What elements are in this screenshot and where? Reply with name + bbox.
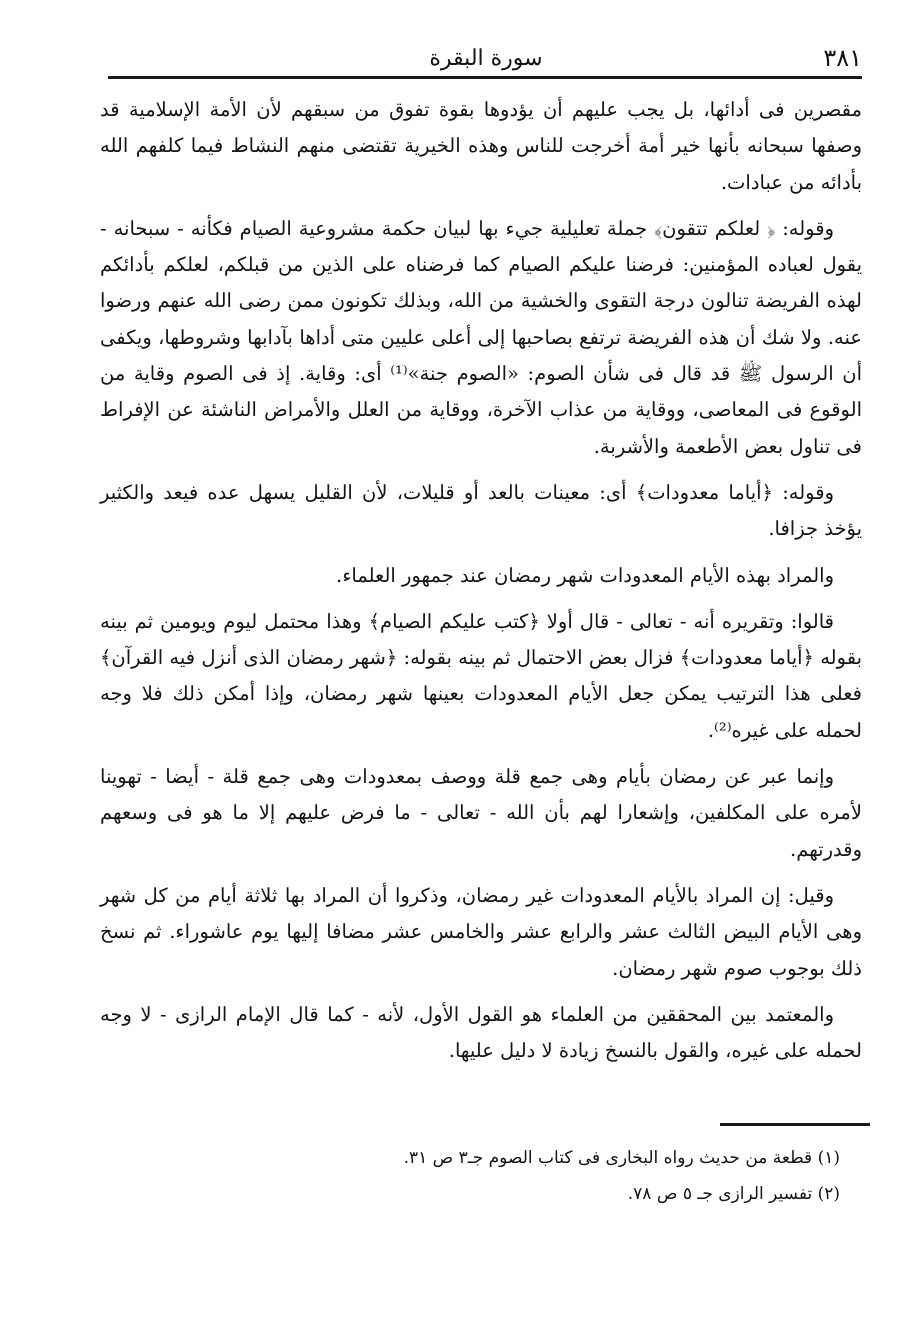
surah-title: سورة البقرة	[429, 46, 543, 71]
paragraph-3: وقوله: ﴿أياما معدودات﴾ أى: معينات بالعد أو قليلات، لأن القليل يسهل عده فيعد والكثير يؤخذ جزافا.	[100, 480, 862, 541]
paragraph-7: وقيل: إن المراد بالأيام المعدودات غير رمضان، وذكروا أن المراد بها ثلاثة أيام من كل شهر وهى الأيام البيض الثالث عشر والرابع عشر والخامس عشر مضافا إليها يوم عاشوراء. ثم نسخ ذلك بوجوب صوم شهر رمضان.	[100, 883, 862, 980]
footnote-divider	[720, 1123, 870, 1126]
paragraph-4: والمراد بهذه الأيام المعدودات شهر رمضان عند جمهور العلماء.	[336, 563, 834, 587]
page-header	[110, 40, 862, 78]
footnotes	[200, 1140, 840, 1212]
paragraph-5: قالوا: وتقريره أنه - تعالى - قال أولا ﴿كتب عليكم الصيام﴾ وهذا محتمل ليوم ويومين ثم بينه بقوله ﴿أياما معدودات﴾ فزال بعض الاحتمال ثم بينه بقوله: ﴿شهر رمضان الذى أنزل فيه القرآن﴾ فعلى هذا الترتيب يمكن جعل الأيام المعدودات بعينها شهر رمضان، وإذا أمكن ذلك فلا وجه لحمله على غيره⁽²⁾.	[100, 609, 862, 742]
header-divider	[108, 76, 862, 79]
paragraph-6: وإنما عبر عن رمضان بأيام وهى جمع قلة ووصف بمعدودات وهى جمع قلة - أيضا - تهوينا لأمره على المكلفين، وإشعارا لهم بأن الله - تعالى - ما فرض عليهم إلا ما هو فى وسعهم وقدرتهم.	[100, 765, 862, 861]
paragraph-1: مقصرين فى أدائها، بل يجب عليهم أن يؤدوها بقوة تفوق من سبقهم لأن الأمة الإسلامية قد وصفها سبحانه بأنها خير أمة أخرجت للناس وهذه الخيرية تقتضى منهم النشاط فيما كلفهم الله بأدائه من عبادات.	[100, 98, 862, 194]
footnote-1: (١) قطعة من حديث رواه البخارى فى كتاب الصوم جـ٣ ص ٣١.	[403, 1148, 840, 1168]
body-text	[100, 92, 862, 1079]
paragraph-2: وقوله: ﴿ لعلكم تتقون﴾ جملة تعليلية جيء بها لبيان حكمة مشروعية الصيام فكأنه - سبحانه - يقول لعباده المؤمنين: فرضنا عليكم الصيام كما فرضناه على الذين من قبلكم، لعلكم بأدائكم لهذه الفريضة تنالون درجة التقوى والخشية من الله، وبذلك تكونون ممن رضى الله عنهم ورضوا عنه. ولا شك أن هذه الفريضة ترتفع بصاحبها إلى أعلى عليين متى أداها بآدابها وشروطها، ويكفى أن الرسول ﷺ قد قال فى شأن الصوم: «الصوم جنة»⁽¹⁾ أى: وقاية. إذ فى الصوم وقاية من الوقوع فى المعاصى، ووقاية من عذاب الآخرة، ووقاية من العلل والأمراض الناشئة عن الإفراط فى تناول بعض الأطعمة والأشربة.	[100, 216, 862, 458]
page-number: ٣٨١	[823, 44, 862, 72]
footnote-2: (٢) تفسير الرازى جـ ٥ ص ٧٨.	[627, 1184, 840, 1204]
paragraph-8: والمعتمد بين المحققين من العلماء هو القول الأول، لأنه - كما قال الإمام الرازى - لا وجه لحمله على غيره، والقول بالنسخ زيادة لا دليل عليها.	[100, 1002, 862, 1063]
